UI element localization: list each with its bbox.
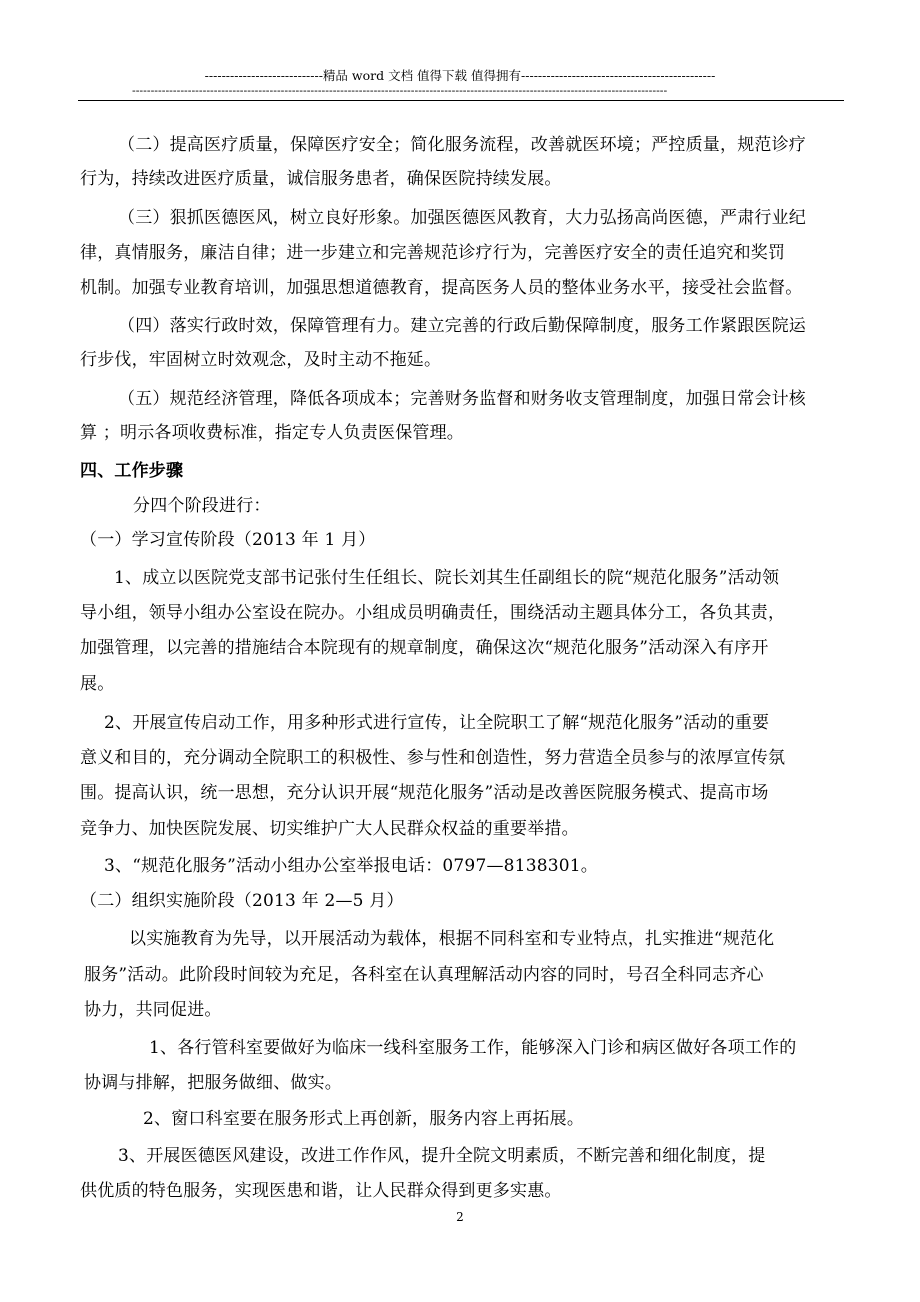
text-line: 2、开展宣传启动工作，用多种形式进行宣传，让全院职工了解“规范化服务”活动的重要 (104, 713, 770, 733)
text-line: 协调与排解，把服务做细、做实。 (84, 1073, 342, 1093)
text-line: 2、窗口科室要在服务形式上再创新，服务内容上再拓展。 (143, 1109, 585, 1129)
text-line: 行为，持续改进医疗质量，诚信服务患者，确保医院持续发展。 (80, 169, 562, 189)
header-banner: ----------------------------精品 word 文档 值得下载 值得拥有---------------------------------------------- (204, 68, 716, 83)
text-line: （三）狠抓医德医风，树立良好形象。加强医德医风教育，大力弘扬高尚医德，严肃行业纪 (118, 208, 806, 228)
text-line: 行步伐，牢固树立时效观念，及时主动不拖延。 (80, 350, 442, 370)
text-line: 加强管理，以完善的措施结合本院现有的规章制度，确保这次“规范化服务”活动深入有序开 (80, 638, 769, 658)
text-line: 展。 (80, 674, 115, 694)
text-line: 机制。加强专业教育培训，加强思想道德教育，提高医务人员的整体业务水平，接受社会监督。 (80, 278, 803, 298)
text-line: 1、成立以医院党支部书记张付生任组长、院长刘其生任副组长的院“规范化服务”活动领 (114, 568, 780, 588)
subsection-heading: （二）组织实施阶段（2013 年 2—5 月） (80, 891, 404, 911)
subsection-heading: （一）学习宣传阶段（2013 年 1 月） (80, 530, 376, 550)
header-dash-line: ------------------------------------------------------------------------------------------------------------------------------------------------ (132, 84, 668, 97)
text-line: 导小组，领导小组办公室设在院办。小组成员明确责任，围绕活动主题具体分工，各负其责， (80, 603, 786, 623)
text-line: 分四个阶段进行： (133, 496, 271, 516)
text-line: 服务”活动。此阶段时间较为充足，各科室在认真理解活动内容的同时，号召全科同志齐心 (84, 965, 764, 985)
text-line: 竞争力、加快医院发展、切实维护广大人民群众权益的重要举措。 (80, 819, 579, 839)
text-line: 围。提高认识，统一思想，充分认识开展“规范化服务”活动是改善医院服务模式、提高市场 (80, 783, 769, 803)
text-line: 以实施教育为先导，以开展活动为载体，根据不同科室和专业特点，扎实推进“规范化 (129, 929, 775, 949)
text-line: （五）规范经济管理，降低各项成本；完善财务监督和财务收支管理制度，加强日常会计核 (118, 389, 806, 409)
text-line: 1、各行管科室要做好为临床一线科室服务工作，能够深入门诊和病区做好各项工作的 (149, 1038, 797, 1058)
text-line: 算 ；明示各项收费标准，指定专人负责医保管理。 (80, 423, 465, 443)
section-heading: 四、工作步骤 (80, 461, 184, 481)
text-line: 3、“规范化服务”活动小组办公室举报电话：0797—8138301。 (104, 856, 598, 876)
text-line: 协力，共同促进。 (84, 1000, 222, 1020)
text-line: 意义和目的，充分调动全院职工的积极性、参与性和创造性，努力营造全员参与的浓厚宣传氛 (80, 748, 786, 768)
page-number: 2 (456, 1210, 464, 1224)
text-line: （二）提高医疗质量，保障医疗安全；简化服务流程，改善就医环境；严控质量，规范诊疗 (118, 135, 806, 155)
text-line: 3、开展医德医风建设，改进工作作风，提升全院文明素质，不断完善和细化制度，提 (118, 1146, 766, 1166)
header-rule (78, 100, 844, 101)
text-line: 律，真情服务，廉洁自律；进一步建立和完善规范诊疗行为，完善医疗安全的责任追究和奖罚 (80, 243, 786, 263)
text-line: 供优质的特色服务，实现医患和谐，让人民群众得到更多实惠。 (80, 1181, 562, 1201)
text-line: （四）落实行政时效，保障管理有力。建立完善的行政后勤保障制度，服务工作紧跟医院运 (118, 316, 806, 336)
